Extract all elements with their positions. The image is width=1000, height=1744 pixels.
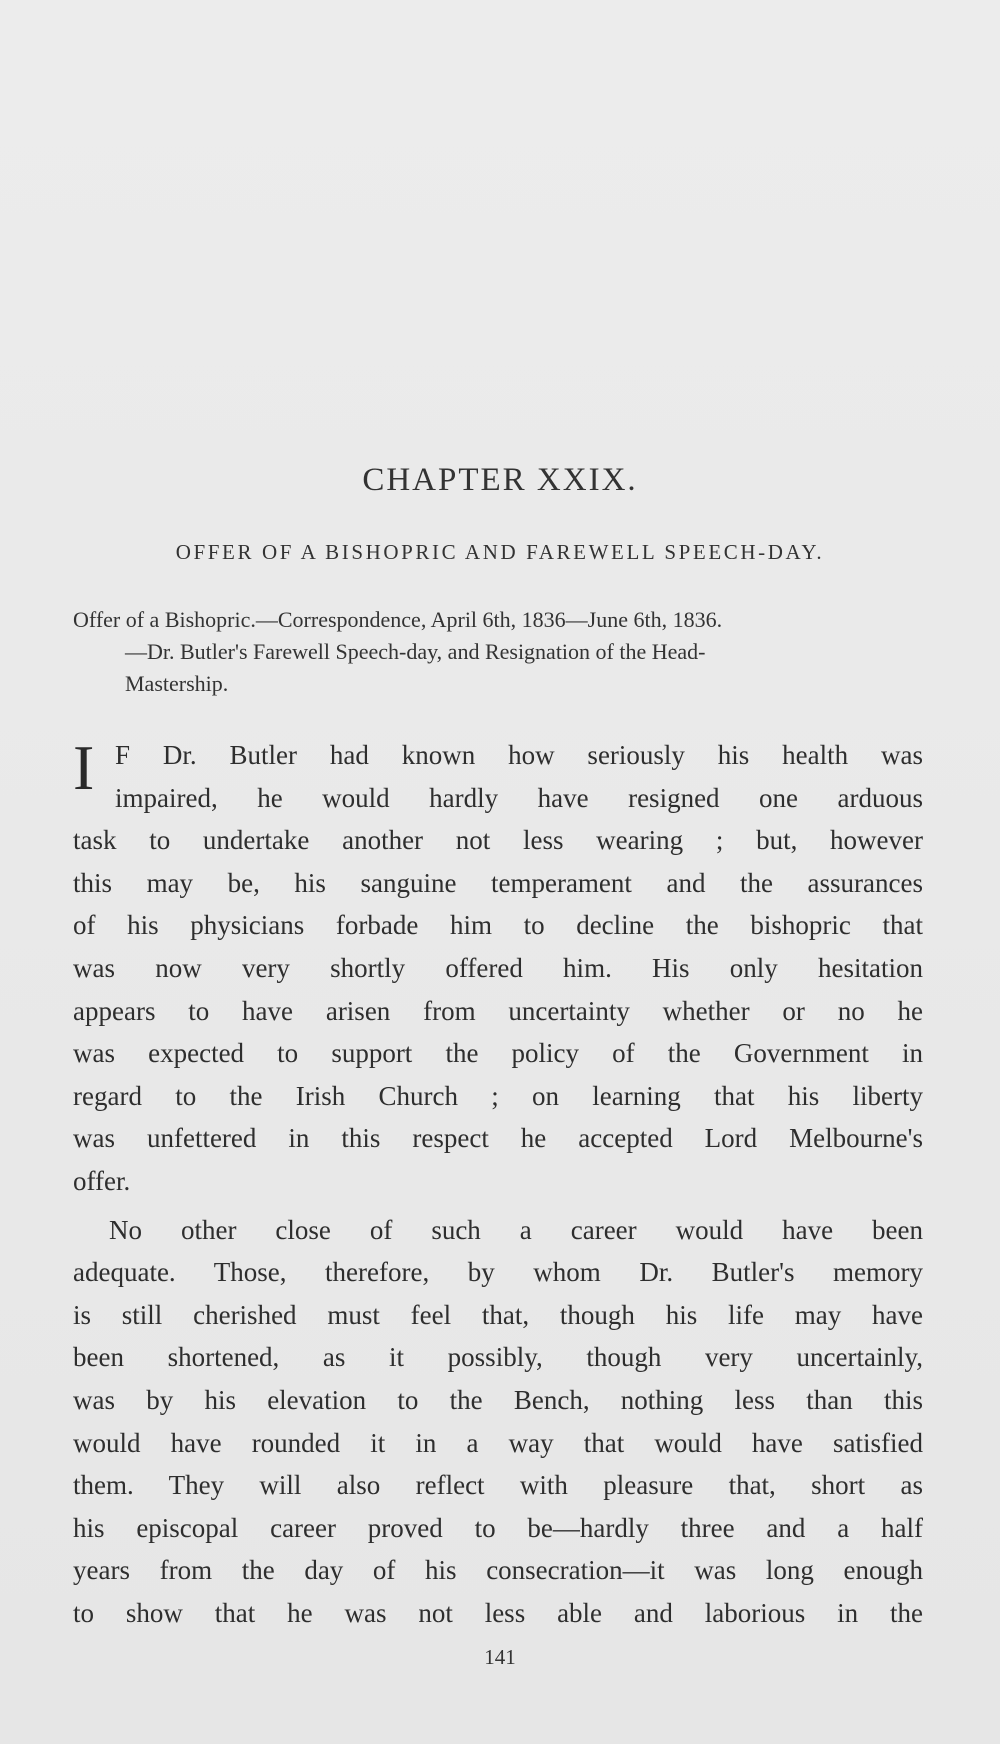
text-line: is still cherished must feel that, though his life may have xyxy=(73,1299,923,1330)
text-line: this may be, his sanguine temperament and the assurances xyxy=(73,867,923,898)
text-line: them. They will also reflect with pleasure that, short as xyxy=(73,1470,923,1501)
text-line: of his physicians forbade him to decline the bishopric that xyxy=(73,910,923,941)
paragraph xyxy=(73,734,923,1203)
text-line: was unfettered in this respect he accepted Lord Melbourne's xyxy=(73,1123,923,1154)
chapter-subtitle: OFFER OF A BISHOPRIC AND FAREWELL SPEECH-DAY. xyxy=(175,540,825,564)
text-line: offer. xyxy=(73,1165,131,1196)
text-line: was by his elevation to the Bench, nothing less than this xyxy=(73,1384,923,1415)
drop-cap: I xyxy=(73,732,95,803)
body-text xyxy=(73,734,923,1634)
text-line: to show that he was not less able and laborious in the xyxy=(73,1597,923,1628)
text-line: appears to have arisen from uncertainty whether or no he xyxy=(73,995,923,1026)
synopsis-line: —Dr. Butler's Farewell Speech-day, and Resignation of the Head- xyxy=(125,639,706,664)
text-line: No other close of such a career would have been xyxy=(109,1214,923,1245)
text-line: task to undertake another not less wearing ; but, however xyxy=(73,825,923,856)
synopsis-line: Offer of a Bishopric.—Correspondence, April 6th, 1836—June 6th, 1836. xyxy=(73,607,723,632)
text-line: adequate. Those, therefore, by whom Dr. Butler's memory xyxy=(73,1257,923,1288)
text-line: would have rounded it in a way that would have satisfied xyxy=(73,1427,923,1458)
text-line: F Dr. Butler had known how seriously his health was xyxy=(115,740,923,770)
paragraph xyxy=(73,1209,923,1635)
synopsis-line: Mastership. xyxy=(125,671,229,696)
text-line: years from the day of his consecration—it was long enough xyxy=(73,1555,923,1586)
text-line: was expected to support the policy of the Government in xyxy=(73,1038,923,1069)
text-line: impaired, he would hardly have resigned one arduous xyxy=(115,782,923,813)
text-line: his episcopal career proved to be—hardly three and a half xyxy=(73,1512,923,1543)
page-number: 141 xyxy=(484,1645,516,1669)
chapter-synopsis xyxy=(73,604,923,700)
text-line: been shortened, as it possibly, though very uncertainly, xyxy=(73,1342,923,1373)
chapter-title: CHAPTER XXIX. xyxy=(362,462,638,498)
text-line: was now very shortly offered him. His only hesitation xyxy=(73,952,923,983)
text-line: regard to the Irish Church ; on learning that his liberty xyxy=(73,1080,923,1111)
